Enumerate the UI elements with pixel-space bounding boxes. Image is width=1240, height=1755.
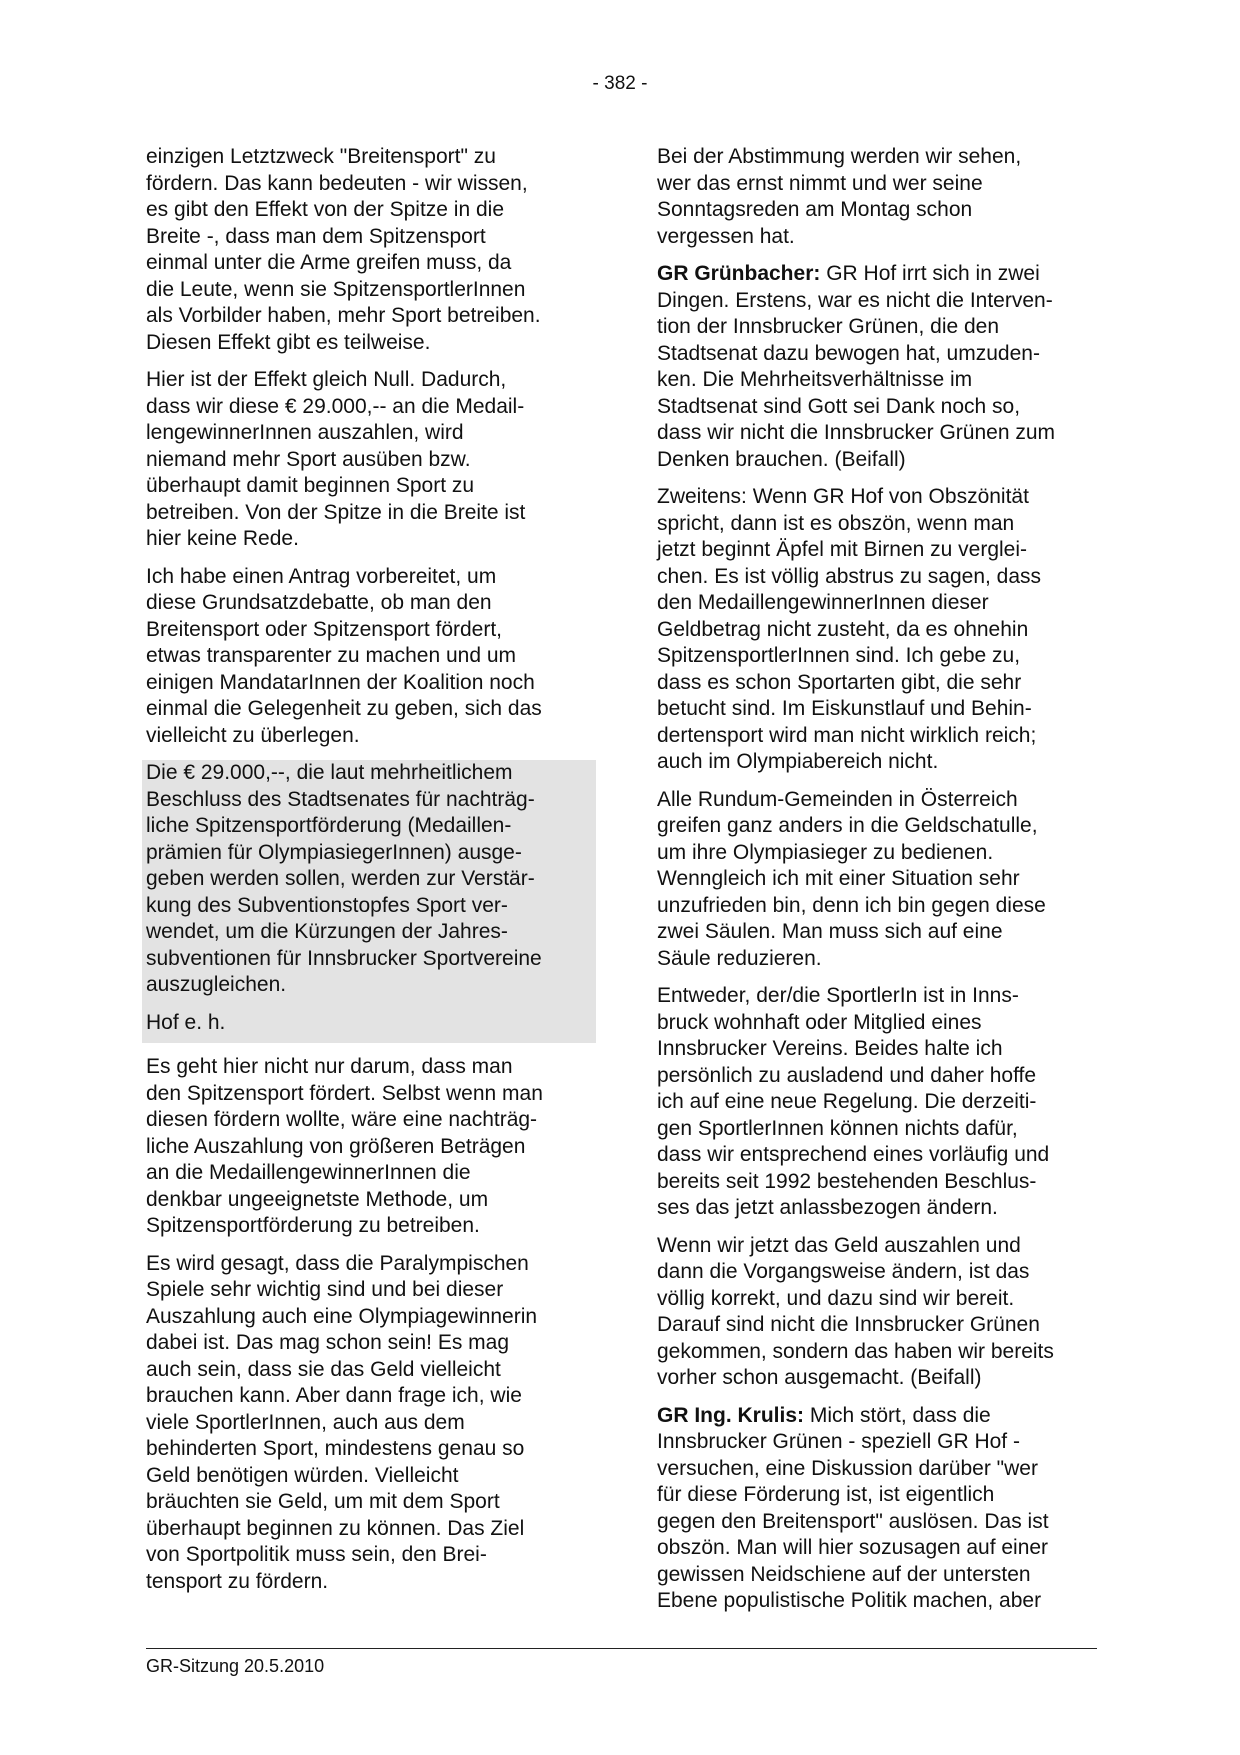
paragraph-line: einmal die Gelegenheit zu geben, sich das — [146, 697, 542, 720]
paragraph — [146, 144, 592, 356]
paragraph-line: Spitzensportförderung zu betreiben. — [146, 1214, 480, 1237]
paragraph-line: betreiben. Von der Spitze in die Breite ist — [146, 500, 526, 524]
paragraph-line: gewissen Neidschiene auf der untersten — [657, 1562, 1031, 1586]
speaker-paragraph — [657, 261, 1097, 473]
paragraph-line: Geldbetrag nicht zusteht, da es ohnehin — [657, 617, 1029, 641]
paragraph-line: ken. Die Mehrheitsverhältnisse im — [657, 368, 973, 391]
paragraph-line: Geld benötigen würden. Vielleicht — [146, 1463, 459, 1487]
paragraph-line: denkbar ungeeignetste Methode, um — [146, 1187, 489, 1211]
paragraph — [146, 367, 592, 553]
paragraph-line: ses das jetzt anlassbezogen ändern. — [657, 1196, 998, 1219]
paragraph-line: etwas transparenter zu machen und um — [146, 644, 517, 667]
paragraph-line: auszugleichen. — [146, 973, 287, 996]
paragraph — [657, 1233, 1097, 1392]
paragraph — [146, 564, 592, 750]
paragraph-line: vergessen hat. — [657, 224, 795, 248]
speaker-first-line-text: Mich stört, dass die — [804, 1403, 991, 1427]
speaker-name: GR Grünbacher: — [657, 262, 821, 285]
paragraph-line — [657, 1403, 1097, 1430]
paragraph-line: von Sportpolitik muss sein, den Brei- — [146, 1543, 487, 1566]
paragraph-line: gekommen, sondern das haben wir bereits — [657, 1339, 1054, 1363]
paragraph-line: Zweitens: Wenn GR Hof von Obszönität — [657, 485, 1029, 508]
paragraph-line: Diesen Effekt gibt es teilweise. — [146, 330, 431, 354]
paragraph-line: Innsbrucker Grünen - speziell GR Hof - — [657, 1430, 1020, 1453]
paragraph-line: überhaupt beginnen zu können. Das Ziel — [146, 1516, 525, 1540]
speaker-first-line-text: GR Hof irrt sich in zwei — [820, 262, 1040, 285]
paragraph-line: auch sein, dass sie das Geld vielleicht — [146, 1357, 501, 1381]
paragraph-line: Innsbrucker Vereins. Beides halte ich — [657, 1037, 1003, 1060]
paragraph-line: Stadtsenat sind Gott sei Dank noch so, — [657, 394, 1021, 418]
paragraph-line: niemand mehr Sport ausüben bzw. — [146, 447, 471, 471]
right-column — [657, 144, 1097, 1626]
paragraph-line: liche Auszahlung von größeren Beträgen — [146, 1134, 526, 1158]
paragraph-line: vielleicht zu überlegen. — [146, 723, 360, 747]
paragraph-line: lengewinnerInnen auszahlen, wird — [146, 421, 464, 444]
paragraph-line: überhaupt damit beginnen Sport zu — [146, 474, 475, 497]
motion-paragraph — [142, 760, 596, 1010]
paragraph-line: dass wir nicht die Innsbrucker Grünen zum — [657, 421, 1056, 444]
paragraph-line: Stadtsenat dazu bewogen hat, umzuden- — [657, 341, 1040, 365]
paragraph-line: bräuchten sie Geld, um mit dem Sport — [146, 1490, 500, 1513]
paragraph-line: subventionen für Innsbrucker Sportvereine — [146, 946, 542, 970]
paragraph-line: als Vorbilder haben, mehr Sport betreiben. — [146, 304, 541, 327]
paragraph-line: liche Spitzensportförderung (Medaillen- — [146, 814, 512, 837]
paragraph-line: dass es schon Sportarten gibt, die sehr — [657, 670, 1022, 694]
paragraph-line: den Spitzensport fördert. Selbst wenn man — [146, 1081, 543, 1105]
paragraph-line: kung des Subventionstopfes Sport ver- — [146, 893, 508, 917]
paragraph-line: Ich habe einen Antrag vorbereitet, um — [146, 564, 497, 588]
paragraph-line: wer das ernst nimmt und wer seine — [657, 171, 983, 195]
paragraph-line: Wenn wir jetzt das Geld auszahlen und — [657, 1233, 1021, 1257]
paragraph — [146, 1054, 592, 1240]
paragraph-line: Ebene populistische Politik machen, aber — [657, 1589, 1042, 1612]
paragraph-line: brauchen kann. Aber dann frage ich, wie — [146, 1384, 522, 1407]
paragraph-line: betucht sind. Im Eiskunstlauf und Behin- — [657, 697, 1032, 720]
paragraph-line: wendet, um die Kürzungen der Jahres- — [146, 920, 508, 943]
paragraph-line: völlig korrekt, und dazu sind wir bereit. — [657, 1286, 1015, 1310]
paragraph-line: Alle Rundum-Gemeinden in Österreich — [657, 787, 1018, 811]
paragraph — [146, 1251, 592, 1596]
paragraph-line: dass wir entsprechend eines vorläufig und — [657, 1143, 1050, 1166]
paragraph-line: persönlich zu ausladend und daher hoffe — [657, 1063, 1037, 1087]
paragraph-line: versuchen, eine Diskussion darüber "wer — [657, 1456, 1038, 1480]
paragraph — [657, 144, 1097, 250]
paragraph — [657, 787, 1097, 973]
footer-session-date: GR-Sitzung 20.5.2010 — [146, 1656, 325, 1676]
paragraph-line: Wenngleich ich mit einer Situation sehr — [657, 867, 1020, 890]
paragraph-line: jetzt beginnt Äpfel mit Birnen zu verglei- — [657, 538, 1028, 561]
paragraph-line: Beschluss des Stadtsenates für nachträg- — [146, 787, 535, 811]
paragraph-line — [657, 261, 1097, 288]
paragraph — [657, 983, 1097, 1222]
paragraph-line: dass wir diese € 29.000,-- an die Medail- — [146, 394, 525, 418]
paragraph-line: den MedaillengewinnerInnen dieser — [657, 591, 989, 614]
paragraph-line: fördern. Das kann bedeuten - wir wissen, — [146, 171, 528, 195]
speaker-name: GR Ing. Krulis: — [657, 1403, 804, 1427]
paragraph-line: obszön. Man will hier sozusagen auf einer — [657, 1536, 1049, 1559]
paragraph-line: bereits seit 1992 bestehenden Beschlus- — [657, 1169, 1037, 1193]
paragraph-line: Denken brauchen. (Beifall) — [657, 447, 906, 471]
paragraph-line: viele SportlerInnen, auch aus dem — [146, 1410, 465, 1434]
paragraph-line: für diese Förderung ist, ist eigentlich — [657, 1483, 995, 1506]
paragraph-line: zwei Säulen. Man muss sich auf eine — [657, 920, 1003, 943]
paragraph-line: Breite -, dass man dem Spitzensport — [146, 224, 486, 248]
paragraph-line: Spiele sehr wichtig sind und bei dieser — [146, 1278, 504, 1301]
paragraph-line: bruck wohnhaft oder Mitglied eines — [657, 1010, 982, 1034]
paragraph-line: dann die Vorgangsweise ändern, ist das — [657, 1260, 1030, 1283]
paragraph-line: es gibt den Effekt von der Spitze in die — [146, 198, 505, 221]
paragraph-line: chen. Es ist völlig abstrus zu sagen, dass — [657, 564, 1042, 588]
paragraph-line: Breitensport oder Spitzensport fördert, — [146, 617, 503, 641]
motion-paragraph — [142, 1010, 596, 1044]
paragraph-line: Es wird gesagt, dass die Paralympischen — [146, 1251, 529, 1275]
paragraph-line: SpitzensportlerInnen sind. Ich gebe zu, — [657, 644, 1021, 667]
paragraph-line: ich auf eine neue Regelung. Die derzeiti- — [657, 1090, 1037, 1113]
paragraph-line: um ihre Olympiasieger zu bedienen. — [657, 840, 994, 864]
paragraph-line: gen SportlerInnen können nichts dafür, — [657, 1116, 1018, 1140]
footer-divider — [146, 1648, 1097, 1649]
paragraph-line: Die € 29.000,--, die laut mehrheitlichem — [146, 761, 513, 784]
paragraph-line: Hier ist der Effekt gleich Null. Dadurch, — [146, 368, 507, 391]
speaker-paragraph — [657, 1403, 1097, 1615]
paragraph-line: prämien für OlympiasiegerInnen) ausge- — [146, 840, 522, 864]
paragraph-line: behinderten Sport, mindestens genau so — [146, 1437, 525, 1460]
paragraph-line: dabei ist. Das mag schon sein! Es mag — [146, 1331, 510, 1354]
paragraph-line: Darauf sind nicht die Innsbrucker Grünen — [657, 1313, 1040, 1336]
paragraph-line: Sonntagsreden am Montag schon — [657, 198, 973, 221]
paragraph-line: einmal unter die Arme greifen muss, da — [146, 251, 512, 274]
paragraph-line: spricht, dann ist es obszön, wenn man — [657, 511, 1015, 535]
paragraph-line: diese Grundsatzdebatte, ob man den — [146, 591, 492, 614]
paragraph-line: Hof e. h. — [146, 1010, 226, 1034]
paragraph-line: Es geht hier nicht nur darum, dass man — [146, 1055, 513, 1078]
paragraph-line: Auszahlung auch eine Olympiagewinnerin — [146, 1304, 538, 1328]
paragraph-line: an die MedaillengewinnerInnen die — [146, 1161, 471, 1184]
paragraph-line: greifen ganz anders in die Geldschatulle, — [657, 814, 1038, 837]
paragraph-line: Säule reduzieren. — [657, 946, 822, 970]
paragraph-line: tensport zu fördern. — [146, 1569, 329, 1593]
paragraph-line: auch im Olympiabereich nicht. — [657, 750, 939, 773]
paragraph-line: geben werden sollen, werden zur Verstär- — [146, 867, 535, 890]
paragraph-line: die Leute, wenn sie SpitzensportlerInnen — [146, 277, 526, 301]
paragraph-line: tion der Innsbrucker Grünen, die den — [657, 315, 1000, 338]
paragraph-line: gegen den Breitensport" auslösen. Das ist — [657, 1509, 1049, 1533]
paragraph-line: einzigen Letztzweck "Breitensport" zu — [146, 145, 496, 168]
paragraph-line: Entweder, der/die SportlerIn ist in Inns- — [657, 984, 1019, 1007]
paragraph-line: hier keine Rede. — [146, 527, 299, 550]
left-column — [146, 144, 592, 1606]
paragraph — [657, 484, 1097, 776]
paragraph-line: Dingen. Erstens, war es nicht die Interven- — [657, 288, 1053, 312]
paragraph-line: dertensport wird man nicht wirklich reich; — [657, 723, 1037, 747]
page-number: - 382 - — [592, 73, 648, 94]
paragraph-line: Bei der Abstimmung werden wir sehen, — [657, 145, 1022, 168]
paragraph-line: diesen fördern wollte, wäre eine nachträg- — [146, 1108, 538, 1131]
paragraph-line: unzufrieden bin, denn ich bin gegen diese — [657, 893, 1046, 917]
paragraph-line: vorher schon ausgemacht. (Beifall) — [657, 1366, 982, 1389]
paragraph-line: einigen MandatarInnen der Koalition noch — [146, 670, 535, 694]
